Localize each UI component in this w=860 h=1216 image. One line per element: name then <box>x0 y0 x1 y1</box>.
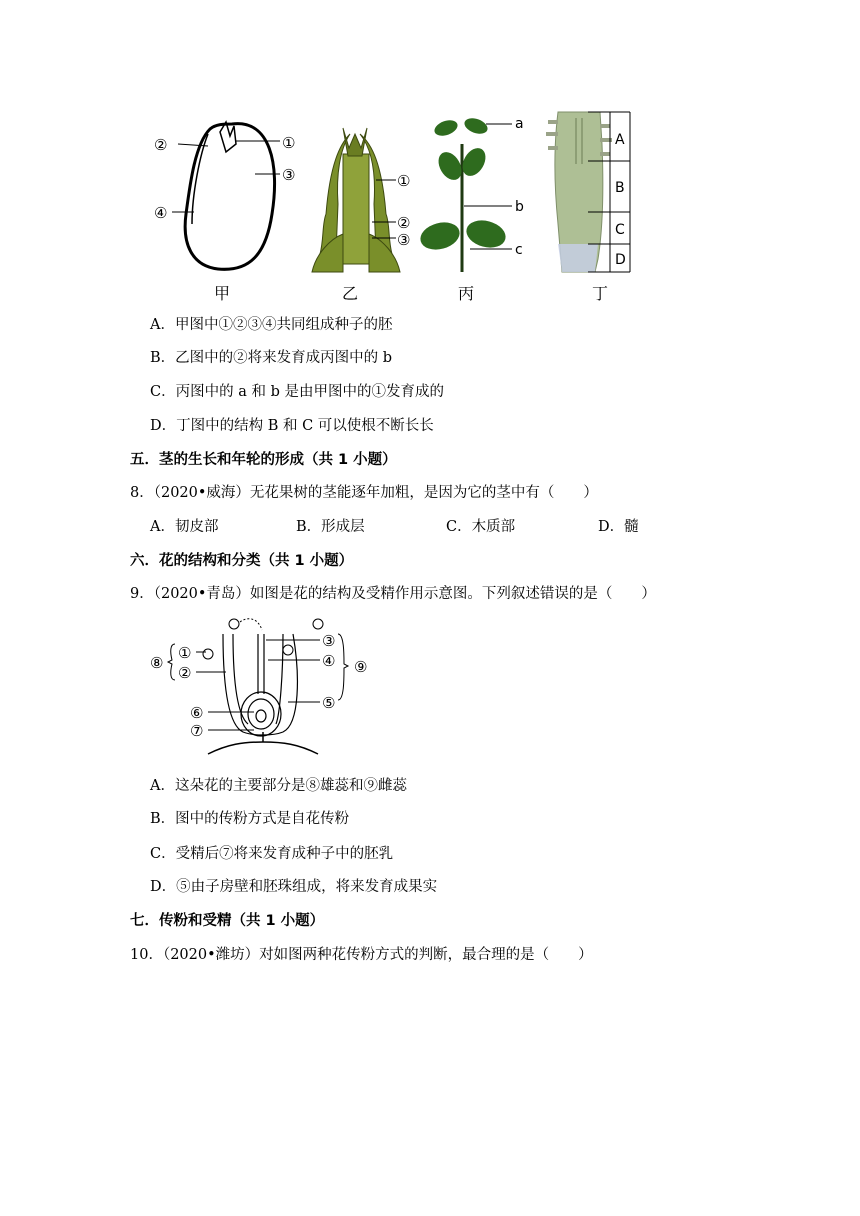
root-zone-c: C <box>615 222 625 238</box>
shoot-diagram <box>417 115 524 272</box>
flower-marker-8: ⑧ <box>150 654 164 672</box>
flower-marker-6: ⑥ <box>190 704 204 722</box>
q7-option-d: D．丁图中的结构 B 和 C 可以使根不断长长 <box>150 418 434 434</box>
section-7-heading: 七．传粉和受精（共 1 小题） <box>130 913 325 929</box>
q7-option-c: C．丙图中的 a 和 b 是由甲图中的①发育成的 <box>150 384 444 400</box>
flower-fertilization-svg <box>148 614 388 764</box>
flower-fertilization-figure <box>148 614 388 764</box>
q7-option-a: A．甲图中①②③④共同组成种子的胚 <box>150 317 393 333</box>
panel-label-bing: 丙 <box>458 284 475 303</box>
shoot-marker-c: c <box>515 242 523 258</box>
seed-marker-4: ④ <box>154 204 168 222</box>
q9-option-a: A．这朵花的主要部分是⑧雄蕊和⑨雌蕊 <box>150 778 407 794</box>
shoot-marker-a: a <box>515 116 524 132</box>
seed-marker-1: ① <box>282 134 296 152</box>
seed-marker-2: ② <box>154 136 168 154</box>
q10-stem: 10．（2020•潍坊）对如图两种花传粉方式的判断，最合理的是（ ） <box>130 947 593 963</box>
flower-marker-5: ⑤ <box>322 694 336 712</box>
q9-stem: 9．（2020•青岛）如图是花的结构及受精作用示意图。下列叙述错误的是（ ） <box>130 586 656 602</box>
q7-option-b: B．乙图中的②将来发育成丙图中的 b <box>150 350 393 366</box>
q8-stem: 8．（2020•威海）无花果树的茎能逐年加粗，是因为它的茎中有（ ） <box>130 485 598 501</box>
q9-option-c: C．受精后⑦将来发育成种子中的胚乳 <box>150 846 394 862</box>
bud-marker-1: ① <box>397 172 411 190</box>
flower-marker-3: ③ <box>322 632 336 650</box>
root-zone-b: B <box>615 180 625 196</box>
flower-marker-9: ⑨ <box>354 658 368 676</box>
panel-label-ding: 丁 <box>592 284 609 303</box>
root-zone-d: D <box>615 252 626 268</box>
q8-option-b: B．形成层 <box>296 519 365 535</box>
flower-marker-4: ④ <box>322 652 336 670</box>
plant-structure-svg <box>140 104 640 304</box>
bud-marker-2: ② <box>397 214 411 232</box>
seed-diagram <box>154 122 295 269</box>
q8-option-c: C．木质部 <box>446 519 516 535</box>
seed-marker-3: ③ <box>282 166 296 184</box>
q8-option-a: A．韧皮部 <box>150 519 219 535</box>
panel-label-jia: 甲 <box>214 284 231 303</box>
bud-marker-3: ③ <box>397 231 411 249</box>
root-tip-diagram <box>546 112 630 272</box>
flower-marker-2: ② <box>178 664 192 682</box>
shoot-marker-b: b <box>515 199 524 215</box>
bud-diagram <box>312 128 410 272</box>
section-6-heading: 六．花的结构和分类（共 1 小题） <box>130 553 354 569</box>
q8-option-d: D．髓 <box>598 519 639 535</box>
panel-label-yi: 乙 <box>342 284 359 303</box>
plant-structure-figure <box>140 104 640 304</box>
flower-marker-1: ① <box>178 644 192 662</box>
q9-option-d: D．⑤由子房壁和胚珠组成，将来发育成果实 <box>150 879 438 895</box>
root-zone-a: A <box>615 132 625 148</box>
section-5-heading: 五．茎的生长和年轮的形成（共 1 小题） <box>130 452 397 468</box>
flower-marker-7: ⑦ <box>190 722 204 740</box>
q9-option-b: B．图中的传粉方式是自花传粉 <box>150 811 350 827</box>
